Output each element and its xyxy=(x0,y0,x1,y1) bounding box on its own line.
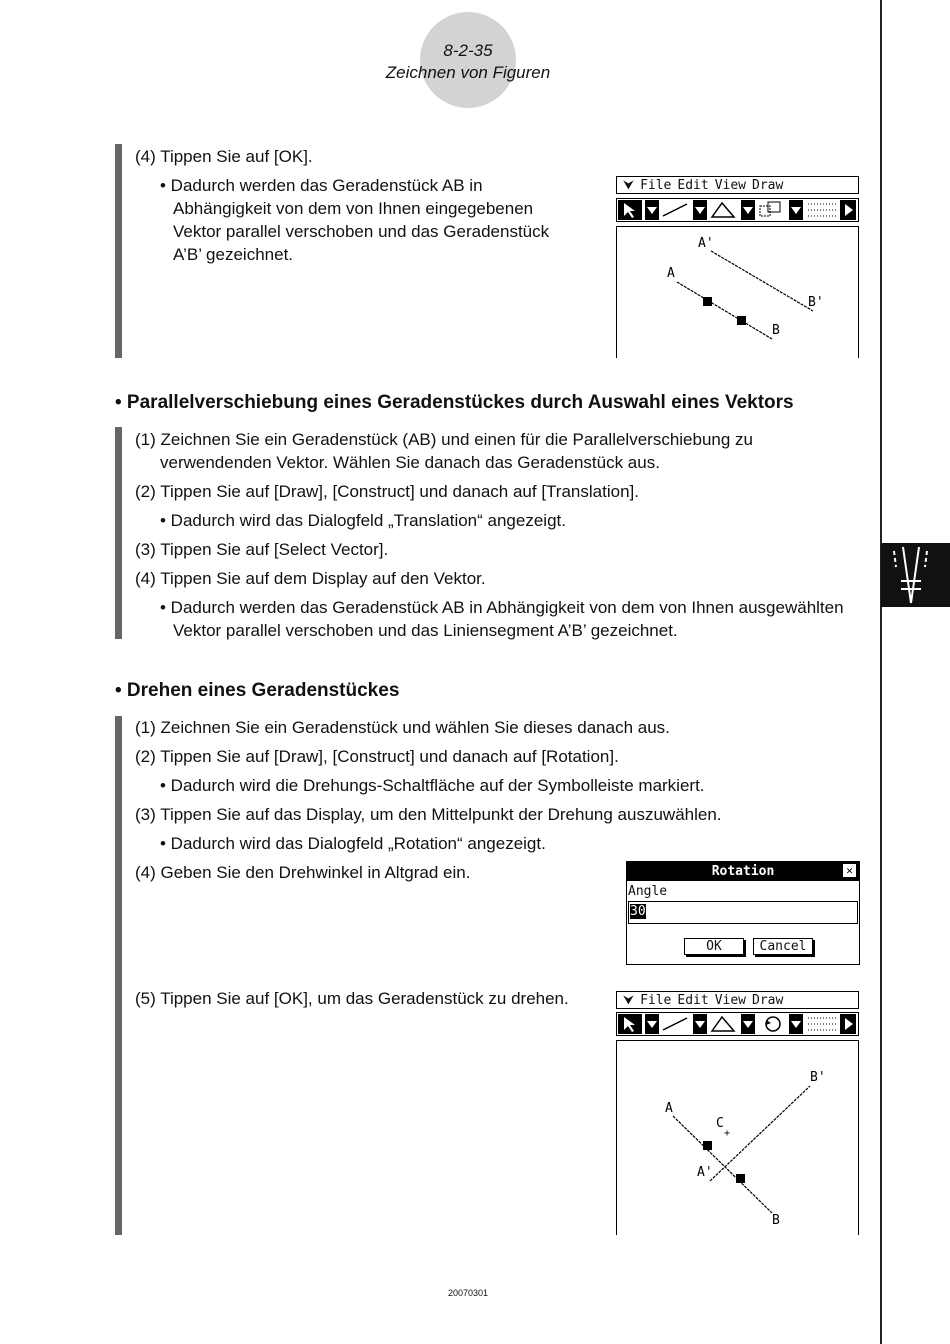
vector-handle xyxy=(736,1174,745,1183)
menu-view[interactable]: View xyxy=(714,993,746,1008)
bullet-text: Abhängigkeit von dem von Ihnen eingegebenen xyxy=(173,199,534,218)
menu-edit[interactable]: Edit xyxy=(677,993,709,1008)
step-text: verwendenden Vektor. Wählen Sie danach das Geradenstück aus. xyxy=(160,453,660,472)
bullet-text: • Dadurch werden das Geradenstück AB in xyxy=(160,176,483,195)
step-text: (2) Tippen Sie auf [Draw], [Construct] und danach auf [Translation]. xyxy=(135,482,639,501)
menu-file[interactable]: File xyxy=(640,993,672,1008)
bullet-text: • Dadurch wird die Drehungs-Schaltfläche auf der Symbolleiste markiert. xyxy=(160,776,705,795)
menu-file[interactable]: File xyxy=(640,178,672,193)
section-heading: • Parallelverschiebung eines Geradenstückes durch Auswahl eines Vektors xyxy=(115,392,794,413)
label-a: A xyxy=(667,266,675,281)
label-b: B xyxy=(772,1213,780,1228)
label-b-prime: B' xyxy=(810,1070,826,1085)
label-a-prime: A' xyxy=(698,236,714,251)
cancel-button[interactable]: Cancel xyxy=(753,938,813,955)
menu-bar[interactable] xyxy=(616,991,859,1009)
label-b-prime: B' xyxy=(808,295,824,310)
menu-draw[interactable]: Draw xyxy=(752,993,784,1008)
step-text: (1) Zeichnen Sie ein Geradenstück (AB) und einen für die Parallelverschiebung zu xyxy=(135,430,754,449)
section-title: Zeichnen von Figuren xyxy=(385,63,551,82)
segment-a-prime-b-prime xyxy=(711,251,813,311)
step-text: (5) Tippen Sie auf [OK], um das Geradenstück zu drehen. xyxy=(135,989,569,1008)
footer-code: 20070301 xyxy=(448,1288,489,1298)
step-text: (4) Tippen Sie auf dem Display auf den Vektor. xyxy=(135,569,486,588)
menu-arrow-icon[interactable]: ⮟ xyxy=(623,993,635,1008)
vector-handle xyxy=(703,297,712,306)
svg-text:+: + xyxy=(724,1128,731,1139)
bullet-text: • Dadurch wird das Dialogfeld „Translation“ angezeigt. xyxy=(160,511,566,530)
page-number: 8-2-35 xyxy=(443,41,493,60)
bullet-text: Vektor parallel verschoben und das Geradenstück xyxy=(173,222,550,241)
label-c: C xyxy=(716,1116,724,1131)
close-icon[interactable]: ✕ xyxy=(843,864,856,877)
bullet-text: • Dadurch wird das Dialogfeld „Rotation“ angezeigt. xyxy=(160,834,546,853)
vector-handle xyxy=(703,1141,712,1150)
toolbar[interactable] xyxy=(616,198,859,223)
ok-button[interactable]: OK xyxy=(684,938,744,955)
menu-bar[interactable] xyxy=(616,176,859,194)
menu-edit[interactable]: Edit xyxy=(677,178,709,193)
bullet-text: • Dadurch werden das Geradenstück AB in Abhängigkeit von dem von Ihnen ausgewählten xyxy=(160,598,844,617)
segment-a-b xyxy=(677,282,772,339)
toolbar[interactable] xyxy=(616,1012,859,1037)
geometry-screen[interactable] xyxy=(616,226,859,358)
chapter-tab xyxy=(881,543,950,607)
step-text: (3) Tippen Sie auf [Select Vector]. xyxy=(135,540,389,559)
step-text: (2) Tippen Sie auf [Draw], [Construct] und danach auf [Rotation]. xyxy=(135,747,619,766)
rotation-dialog xyxy=(626,861,860,965)
step-text: (4) Geben Sie den Drehwinkel in Altgrad ein. xyxy=(135,863,471,882)
geometry-icon xyxy=(881,543,950,607)
menu-view[interactable]: View xyxy=(714,178,746,193)
angle-input[interactable]: 30 xyxy=(628,901,858,924)
step-group-bar xyxy=(115,427,122,639)
label-a: A xyxy=(665,1101,673,1116)
step-text: (3) Tippen Sie auf das Display, um den Mittelpunkt der Drehung auszuwählen. xyxy=(135,805,722,824)
bullet-text: Vektor parallel verschoben und das Liniensegment A’B’ gezeichnet. xyxy=(173,621,678,640)
section-heading: • Drehen eines Geradenstückes xyxy=(115,680,400,701)
dialog-title: Rotation ✕ xyxy=(627,862,859,881)
step-text: (4) Tippen Sie auf [OK]. xyxy=(135,147,313,166)
menu-draw[interactable]: Draw xyxy=(752,178,784,193)
bullet-text: A’B’ gezeichnet. xyxy=(173,245,294,264)
label-b: B xyxy=(772,323,780,338)
step-text: (1) Zeichnen Sie ein Geradenstück und wählen Sie dieses danach aus. xyxy=(135,718,670,737)
geometry-screen[interactable] xyxy=(616,1040,859,1235)
label-a-prime: A' xyxy=(697,1165,713,1180)
menu-arrow-icon[interactable]: ⮟ xyxy=(623,178,635,193)
margin-rule xyxy=(880,0,882,1344)
angle-label: Angle xyxy=(628,884,668,899)
step-group-bar xyxy=(115,716,122,1235)
step-group-bar xyxy=(115,144,122,358)
vector-handle xyxy=(737,316,746,325)
